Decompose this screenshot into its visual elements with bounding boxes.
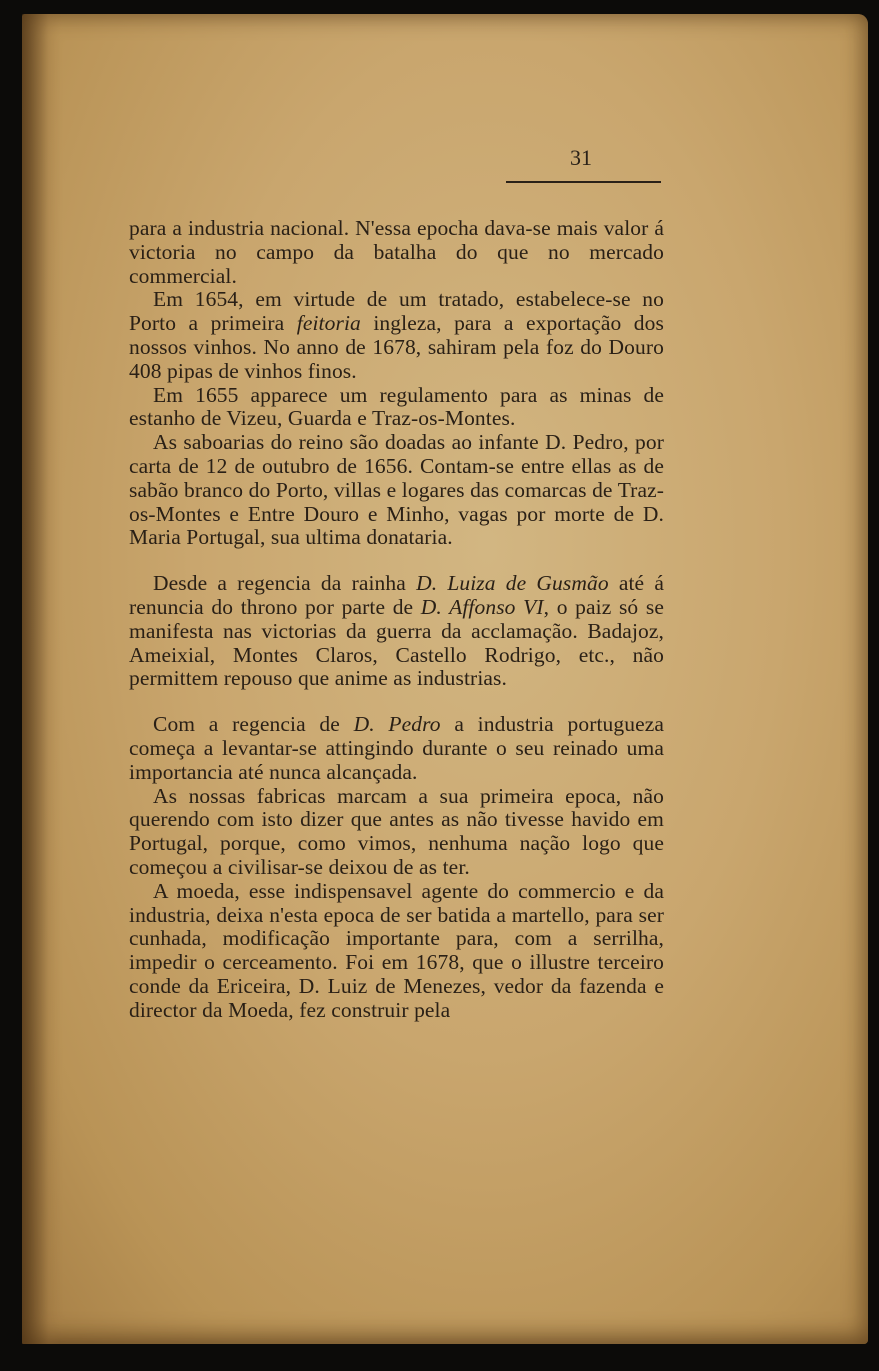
text-run: Com a regencia de xyxy=(153,712,354,737)
text-run: até á renuncia do throno por parte de xyxy=(129,571,664,619)
paragraph xyxy=(129,713,664,784)
italic-text: D. Affonso VI xyxy=(420,594,544,619)
italic-text: D. Pedro xyxy=(353,712,441,737)
text-run: ingleza, para a exportação dos nossos vinhos. No anno de 1678, sahiram pela foz do Douro 408 pipas de vinhos finos. xyxy=(129,311,664,383)
text-run: , o paiz só se manifesta nas victorias da guerra da acclamação. Badajoz, Ameixial, Montes Claros, Castello Rodrigo, etc., não permittem repouso que anime as industrias. xyxy=(129,594,664,691)
text-run: Desde a regencia da rainha xyxy=(153,571,417,596)
book-page xyxy=(22,14,868,1344)
paragraph xyxy=(129,217,664,288)
paragraph xyxy=(129,431,664,550)
body-text xyxy=(129,217,664,1023)
text-run: a industria portugueza começa a levantar-se attingindo durante o seu reinado uma importancia até nunca alcançada. xyxy=(129,712,665,784)
italic-text: D. Luiza de Gusmão xyxy=(416,571,609,596)
text-run: A moeda, esse indispensavel agente do commercio e da industria, deixa n'esta epoca de ser batida a martello, para ser cunhada, modificação importante para, com a serrilha, impedir o cerceamento. Foi em 1678, que o illustre terceiro conde da Ericeira, D. Luiz de Menezes, vedor da fazenda e director da Moeda, fez construir pela xyxy=(129,878,664,1022)
paragraph xyxy=(129,384,664,432)
paragraph xyxy=(129,572,664,691)
paragraph xyxy=(129,785,664,880)
text-run: Em 1654, em virtude de um tratado, estabelece-se no Porto a primeira xyxy=(129,287,664,336)
page-binding-shadow xyxy=(22,14,60,1344)
header-rule xyxy=(506,181,661,183)
text-run: Em 1655 apparece um regulamento para as minas de estanho de Vizeu, Guarda e Traz-os-Montes. xyxy=(129,382,664,431)
italic-text: feitoria xyxy=(296,311,361,336)
paragraph xyxy=(129,880,664,1023)
text-run: As nossas fabricas marcam a sua primeira epoca, não querendo com isto dizer que antes as não tivesse havido em Portugal, porque, como vimos, nenhuma nação logo que começou a civilisar-se deixou de as ter. xyxy=(129,783,664,879)
text-run: As saboarias do reino são doadas ao infante D. Pedro, por carta de 12 de outubro de 1656. Contam-se entre ellas as de sabão branco do Porto, villas e logares das comarcas de Traz-os-Montes e Entre Douro e Minho, vagas por morte de D. Maria Portugal, sua ultima donataria. xyxy=(129,430,664,550)
page-number: 31 xyxy=(570,145,592,170)
text-run: para a industria nacional. N'essa epocha dava-se mais valor á victoria no campo da batalha do que no mercado commercial. xyxy=(129,216,664,288)
paragraph xyxy=(129,288,664,383)
